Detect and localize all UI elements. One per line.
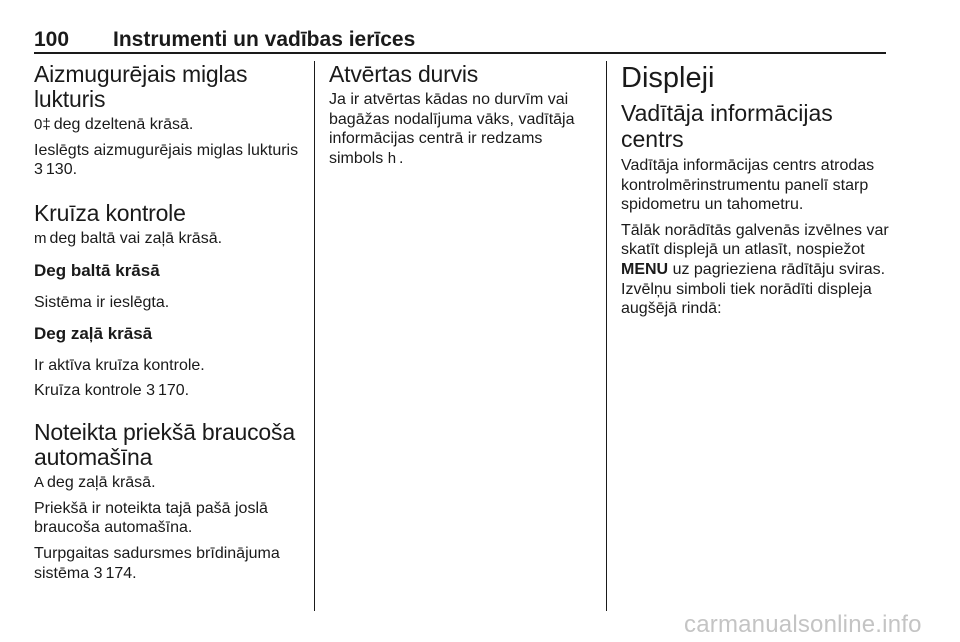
rear-fog-light-icon: 0‡ [34,116,51,133]
vehicle-description: Priekšā ir noteikta tajā pašā joslā braucoša automašīna. [34,499,268,537]
cruise-green-text: Ir aktīva kruīza kontrole. [34,356,205,374]
column-divider [314,61,315,611]
header-rule [34,52,886,54]
driver-info-para-2: Tālāk norādītās galvenās izvēlnes var skatīt displejā un atlasīt, nospiežot MENU uz pagrieziena rādītāju sviras. Izvēlņu simboli tiek norādīti displeja augšējā rindā: [621,221,889,318]
column-right [621,62,891,319]
running-title: Instrumenti un vadības ierīces [113,28,416,51]
cruise-white-heading: Deg baltā krāsā [34,261,160,281]
vehicle-ahead-icon: A [34,474,45,492]
door-open-icon: h [387,149,397,167]
section-heading-open-door: Atvērtas durvis [329,61,479,87]
subheading-driver-info-centre: Vadītāja informācijas centrs [621,100,833,152]
cruise-control-icon: m [34,229,47,247]
cross-reference-arrow-icon: 3 [34,161,43,179]
column-left [34,62,304,583]
menu-key-label: MENU [621,260,669,278]
section-heading-cruise: Kruīza kontrole [34,199,186,226]
fog-page-ref[interactable]: 130. [45,161,78,179]
vehicle-page-ref[interactable]: 174. [105,564,137,582]
fog-description: Ieslēgts aizmugurējais miglas lukturis 3 130. [34,141,299,179]
page-number: 100 [34,28,70,51]
cruise-ref-text: Kruīza kontrole 3 170. [34,381,190,399]
cross-reference-arrow-icon: 3 [146,381,155,399]
driver-info-para-1: Vadītāja informācijas centrs atrodas kontrolmērinstrumentu panelī starp spidometru un tahometru. [621,157,875,214]
vehicle-status-text: A deg zaļā krāsā. [34,474,156,492]
vehicle-ref-text: Turpgaitas sadursmes brīdinājuma sistēma 3 174. [34,544,280,582]
open-door-text: Ja ir atvērtas kādas no durvīm vai bagāžas nodalījuma vāks, vadītāja informācijas centrā ir redzams simbols h . [329,91,575,167]
fog-status-text: 0‡ deg dzeltenā krāsā. [34,116,194,133]
page-header [34,28,886,52]
cruise-status-text: m deg baltā vai zaļā krāsā. [34,229,223,247]
section-heading-vehicle-ahead: Noteikta priekšā braucoša automašīna [34,419,295,471]
watermark: carmanualsonline.info [684,611,922,638]
cruise-white-text: Sistēma ir ieslēgta. [34,294,170,312]
column-middle [329,62,597,168]
cross-reference-arrow-icon: 3 [93,564,103,582]
section-heading-displays: Displeji [621,62,715,94]
cruise-green-heading: Deg zaļā krāsā [34,323,153,343]
cruise-page-ref[interactable]: 170. [157,381,190,399]
section-heading-rear-fog: Aizmugurējais miglas lukturis [34,61,248,112]
column-divider [606,61,607,611]
